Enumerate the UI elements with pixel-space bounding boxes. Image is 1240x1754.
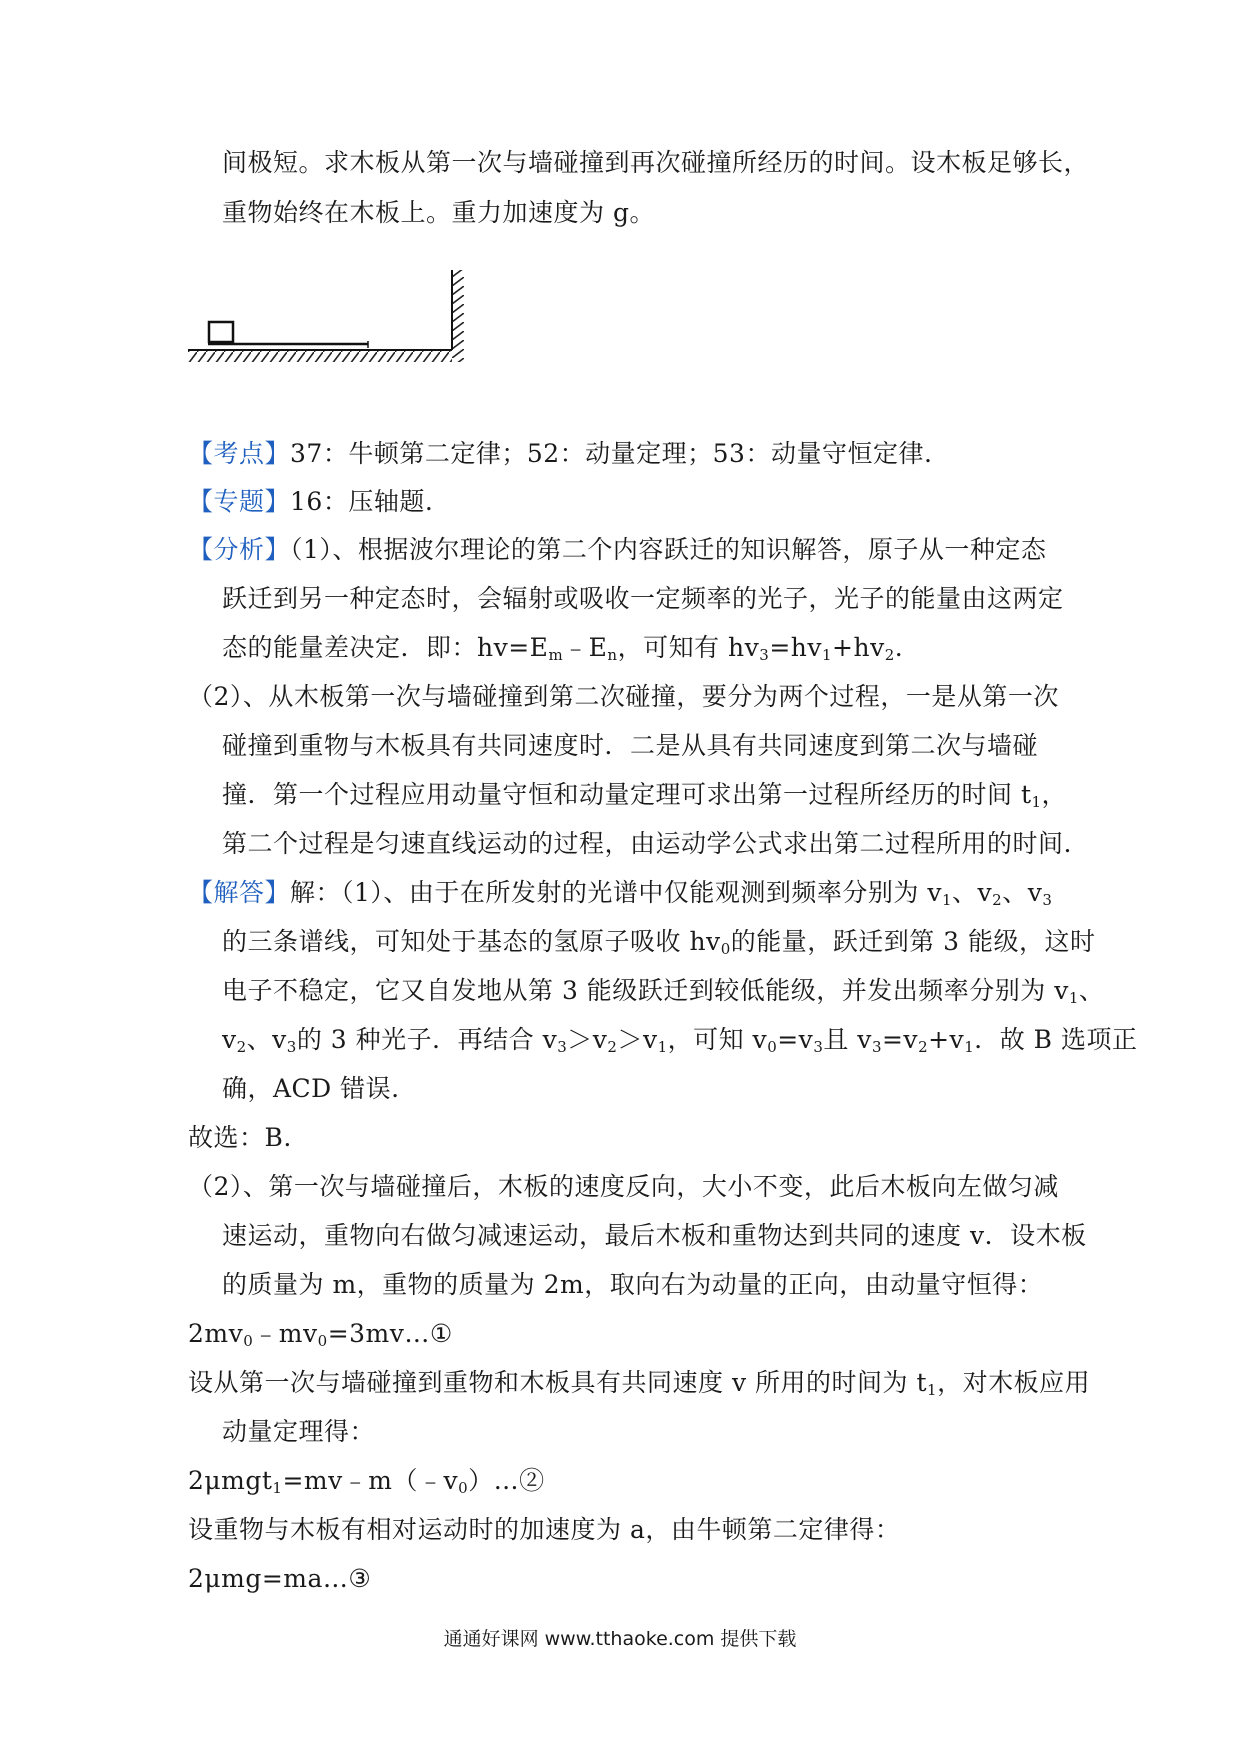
jieda-p2-line-2: 速运动，重物向右做匀减速运动，最后木板和重物达到共同的速度 v．设木板 bbox=[222, 1221, 1087, 1250]
block bbox=[209, 322, 233, 342]
zhuanti-line: 【专题】16：压轴题. bbox=[188, 487, 434, 516]
page-footer: 通通好课网 www.tthaoke.com 提供下载 bbox=[443, 1628, 797, 1650]
fenxi-line-1: 【分析】（1）、根据波尔理论的第二个内容跃迁的知识解答，原子从一种定态 bbox=[188, 535, 1047, 564]
equation-1: $2mv_0﹣mv_0=3mv\dots ①$ bbox=[188, 1319, 453, 1350]
fenxi-p2-line-1: （2）、从木板第一次与墙碰撞到第二次碰撞，要分为两个过程，一是从第一次 bbox=[188, 682, 1059, 711]
jieda-tag: 【解答】 bbox=[188, 878, 291, 907]
floor-hatch bbox=[188, 350, 452, 362]
jieda-line-4: $v_2$、$v_3$的 3 种光子．再结合 $v_3>v_2>v_1$，可知 $v_0=v_3$且 $v_3=v_2+v_1$．故 B 选项正 bbox=[222, 1025, 1138, 1056]
jieda-p2-line-1: （2）、第一次与墙碰撞后，木板的速度反向，大小不变，此后木板向左做匀减 bbox=[188, 1172, 1059, 1201]
fenxi-p2-line-2: 碰撞到重物与木板具有共同速度时．二是从具有共同速度到第二次与墙碰 bbox=[222, 731, 1039, 760]
jieda-line-2: 的三条谱线，可知处于基态的氢原子吸收 $hv_0$的能量，跃迁到第 3 能级，这时 bbox=[222, 927, 1096, 958]
jieda-line-1: 【解答】解：（1）、由于在所发射的光谱中仅能观测到频率分别为 $v_1$、$v_2$、$v_3$ bbox=[188, 878, 1053, 909]
jieda-p4-line: 设重物与木板有相对运动时的加速度为 a，由牛顿第二定律得： bbox=[188, 1515, 901, 1544]
fenxi-line-2: 跃迁到另一种定态时，会辐射或吸收一定频率的光子，光子的能量由这两定 bbox=[222, 584, 1064, 613]
problem-line-1: 间极短。求木板从第一次与墙碰撞到再次碰撞所经历的时间。设木板足够长， bbox=[222, 148, 1090, 177]
zhuanti-tag: 【专题】 bbox=[188, 487, 291, 516]
equation-2: $2\mu mgt_1=mv﹣m(﹣v_0)\dots ②$ bbox=[188, 1466, 545, 1497]
kaodian-tag: 【考点】 bbox=[188, 439, 291, 468]
jieda-p3-line-2: 动量定理得： bbox=[222, 1417, 376, 1446]
equation-3: 2μmg=ma…③ bbox=[188, 1564, 372, 1593]
fenxi-line-3: 态的能量差决定．即：$hv=E_m﹣E_n$，可知有 $hv_3=hv_1+hv_2$. bbox=[222, 633, 904, 664]
board-wall-figure bbox=[188, 268, 478, 378]
fenxi-p2-line-4: 第二个过程是匀速直线运动的过程，由运动学公式求出第二过程所用的时间. bbox=[222, 829, 1072, 858]
fenxi-p2-line-3: 撞．第一个过程应用动量守恒和动量定理可求出第一过程所经历的时间 $t_1$， bbox=[222, 780, 1068, 811]
answer-choice: 故选：B. bbox=[188, 1123, 292, 1152]
jieda-line-5: 确，ACD 错误. bbox=[222, 1074, 400, 1103]
jieda-line-3: 电子不稳定，它又自发地从第 3 能级跃迁到较低能级，并发出频率分别为 $v_1$、 bbox=[222, 976, 1105, 1007]
kaodian-line: 【考点】37：牛顿第二定律；52：动量定理；53：动量守恒定律. bbox=[188, 439, 933, 468]
problem-line-2: 重物始终在木板上。重力加速度为 g。 bbox=[222, 198, 655, 227]
fenxi-tag: 【分析】 bbox=[188, 535, 291, 564]
wall-hatch bbox=[452, 270, 464, 362]
jieda-p2-line-3: 的质量为 m，重物的质量为 2m，取向右为动量的正向，由动量守恒得： bbox=[222, 1270, 1044, 1299]
jieda-p3-line-1: 设从第一次与墙碰撞到重物和木板具有共同速度 v 所用的时间为 $t_1$，对木板应用 bbox=[188, 1368, 1091, 1399]
